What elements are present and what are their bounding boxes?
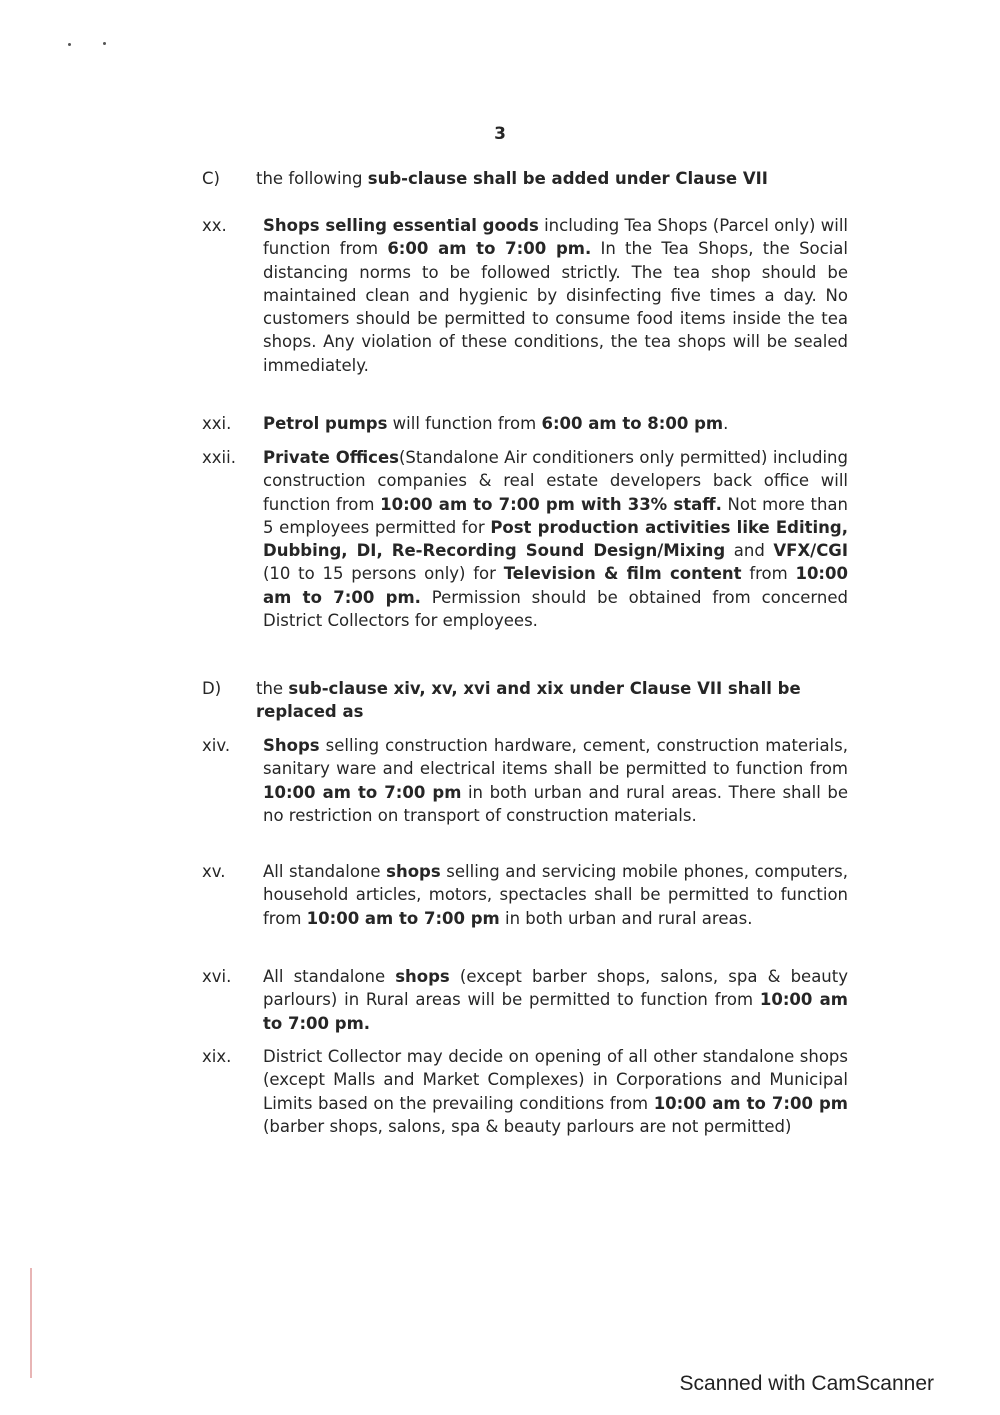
text-segment: All standalone xyxy=(263,967,396,986)
bold-text-segment: VFX/CGI xyxy=(773,541,848,561)
bold-text-segment: shops xyxy=(395,967,450,986)
clause-marker: xv. xyxy=(202,862,226,881)
scan-speck xyxy=(68,43,71,46)
text-segment: (barber shops, salons, spa & beauty parlours are not permitted) xyxy=(263,1116,792,1136)
text-segment: (except barber shops, salons, spa & beauty parlours) in Rural areas will be permitted to function from xyxy=(263,967,848,1010)
text-segment: . xyxy=(723,414,729,433)
clause-text xyxy=(263,734,848,827)
bold-text-segment: shops xyxy=(386,862,441,881)
clause-text xyxy=(263,214,848,377)
section-marker: D) xyxy=(202,679,222,698)
clause-marker: xiv. xyxy=(202,736,231,755)
text-segment: from xyxy=(741,564,796,584)
clause-text xyxy=(263,965,848,1035)
clause-text xyxy=(263,446,848,632)
section-heading-text xyxy=(256,167,848,190)
scan-edge-mark xyxy=(30,1268,32,1378)
text-segment: (Standalone Air conditioners only permitted) including construction companies & real estate developers back office will function from xyxy=(263,448,848,514)
bold-text-segment: Private Offices xyxy=(263,448,399,467)
bold-text-segment: sub-clause shall be added under Clause VII xyxy=(367,169,768,188)
bold-text-segment: Post production activities like Editing, Dubbing, DI, Re-Recording Sound Design/Mixing xyxy=(263,517,848,561)
bold-text-segment: 10:00 am to 7:00 pm xyxy=(653,1093,849,1113)
bold-text-segment: Shops xyxy=(263,736,320,755)
text-segment: selling construction hardware, cement, construction materials, sanitary ware and electrical items shall be permitted to function from xyxy=(263,736,848,779)
text-segment: District Collector may decide on opening of all other standalone shops (except Malls and Market Complexes) in Corporations and Municipal Limits based on the prevailing conditions from xyxy=(263,1047,848,1113)
clause-text xyxy=(263,1045,848,1138)
scanner-watermark: Scanned with CamScanner xyxy=(679,1372,934,1395)
text-segment: selling and servicing mobile phones, computers, household articles, motors, spectacles shall be permitted to function from xyxy=(263,862,849,928)
clause-text xyxy=(263,860,848,930)
bold-text-segment: 6:00 am to 7:00 pm. xyxy=(387,239,592,259)
bold-text-segment: sub-clause xiv, xv, xvi and xix under Clause VII shall be replaced as xyxy=(256,679,801,722)
clause-marker: xxi. xyxy=(202,414,232,433)
bold-text-segment: Shops selling essential goods xyxy=(263,216,539,235)
text-segment: Not more than 5 employees permitted for xyxy=(263,494,848,537)
page-number: 3 xyxy=(494,124,506,144)
text-segment: in both urban and rural areas. There shall be no restriction on transport of construction materials. xyxy=(263,782,848,825)
text-segment: and xyxy=(725,541,774,561)
text-segment: All standalone xyxy=(263,862,387,881)
bold-text-segment: 10:00 am to 7:00 pm with 33% staff. xyxy=(380,494,722,514)
text-segment: Permission should be obtained from concerned District Collectors for employees. xyxy=(263,587,848,631)
section-marker: C) xyxy=(202,169,220,188)
bold-text-segment: Television & film content xyxy=(503,564,742,584)
bold-text-segment: Petrol pumps xyxy=(263,414,388,433)
section-heading-text xyxy=(256,677,848,724)
clause-marker: xx. xyxy=(202,216,227,235)
text-segment: including Tea Shops (Parcel only) will function from xyxy=(263,216,848,259)
bold-text-segment: 6:00 am to 8:00 pm xyxy=(541,414,724,433)
bold-text-segment: 10:00 am to 7:00 pm xyxy=(263,782,462,802)
text-segment: the following xyxy=(256,169,368,188)
text-segment: in both urban and rural areas. xyxy=(499,908,753,928)
clause-text xyxy=(263,412,848,435)
text-segment: the xyxy=(256,679,289,698)
bold-text-segment: 10:00 am to 7:00 pm. xyxy=(263,564,848,607)
scan-speck xyxy=(103,42,106,45)
text-segment: will function from xyxy=(387,414,542,433)
clause-marker: xxii. xyxy=(202,448,236,467)
bold-text-segment: 10:00 am to 7:00 pm. xyxy=(263,990,848,1033)
bold-text-segment: 10:00 am to 7:00 pm xyxy=(306,908,500,928)
text-segment: In the Tea Shops, the Social distancing norms to be followed strictly. The tea shop should be maintained clean and hygienic by disinfecting five times a day. No customers should be permitted to consume food items inside the tea shops. Any violation of these conditions, the tea shops will be sealed immediately. xyxy=(263,239,848,375)
text-segment: (10 to 15 persons only) for xyxy=(263,564,504,584)
clause-marker: xix. xyxy=(202,1047,232,1066)
clause-marker: xvi. xyxy=(202,967,232,986)
